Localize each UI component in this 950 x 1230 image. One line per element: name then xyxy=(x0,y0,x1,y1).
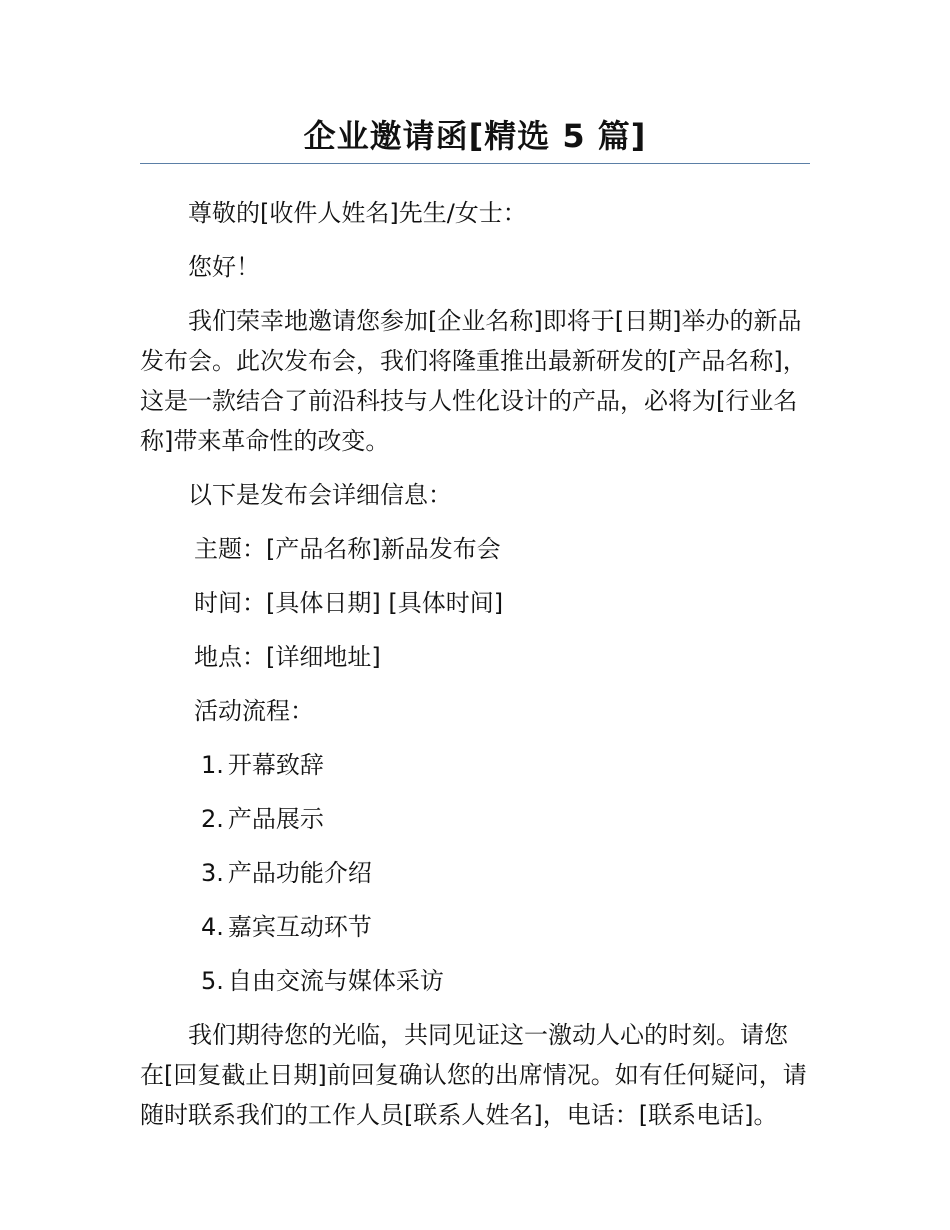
agenda-item xyxy=(140,853,810,893)
title-divider xyxy=(140,163,810,164)
detail-time: 时间：[具体日期] [具体时间] xyxy=(194,589,504,617)
details-heading: 以下是发布会详细信息： xyxy=(188,481,452,509)
agenda-number: 3. xyxy=(201,859,224,887)
salutation: 尊敬的[收件人姓名]先生/女士： xyxy=(188,199,527,227)
closing-paragraph: 我们期待您的光临，共同见证这一激动人心的时刻。请您在[回复截止日期]前回复确认您的出席情况。如有任何疑问，请随时联系我们的工作人员[联系人姓名]，电话：[联系电话]。 xyxy=(140,1021,807,1129)
letter-body xyxy=(140,193,810,1135)
agenda-text: 开幕致辞 xyxy=(227,751,324,779)
agenda-text: 产品功能介绍 xyxy=(227,859,372,887)
agenda-item xyxy=(140,907,810,947)
detail-agenda-label: 活动流程： xyxy=(194,697,314,725)
agenda-text: 自由交流与媒体采访 xyxy=(227,967,444,995)
detail-topic: 主题：[产品名称]新品发布会 xyxy=(194,535,501,563)
document-title: 企业邀请函[精选 5 篇] xyxy=(303,117,647,155)
agenda-text: 产品展示 xyxy=(227,805,324,833)
agenda-number: 5. xyxy=(201,967,224,995)
agenda-item xyxy=(140,745,810,785)
detail-location: 地点：[详细地址] xyxy=(194,643,381,671)
agenda-number: 1. xyxy=(201,751,224,779)
agenda-number: 4. xyxy=(201,913,224,941)
agenda-text: 嘉宾互动环节 xyxy=(227,913,372,941)
agenda-number: 2. xyxy=(201,805,224,833)
agenda-item xyxy=(140,961,810,1001)
agenda-item xyxy=(140,799,810,839)
greeting: 您好！ xyxy=(188,253,260,281)
intro-paragraph: 我们荣幸地邀请您参加[企业名称]即将于[日期]举办的新品发布会。此次发布会，我们将隆重推出最新研发的[产品名称]，这是一款结合了前沿科技与人性化设计的产品，必将为[行业名称]带来革命性的改变。 xyxy=(140,307,807,455)
